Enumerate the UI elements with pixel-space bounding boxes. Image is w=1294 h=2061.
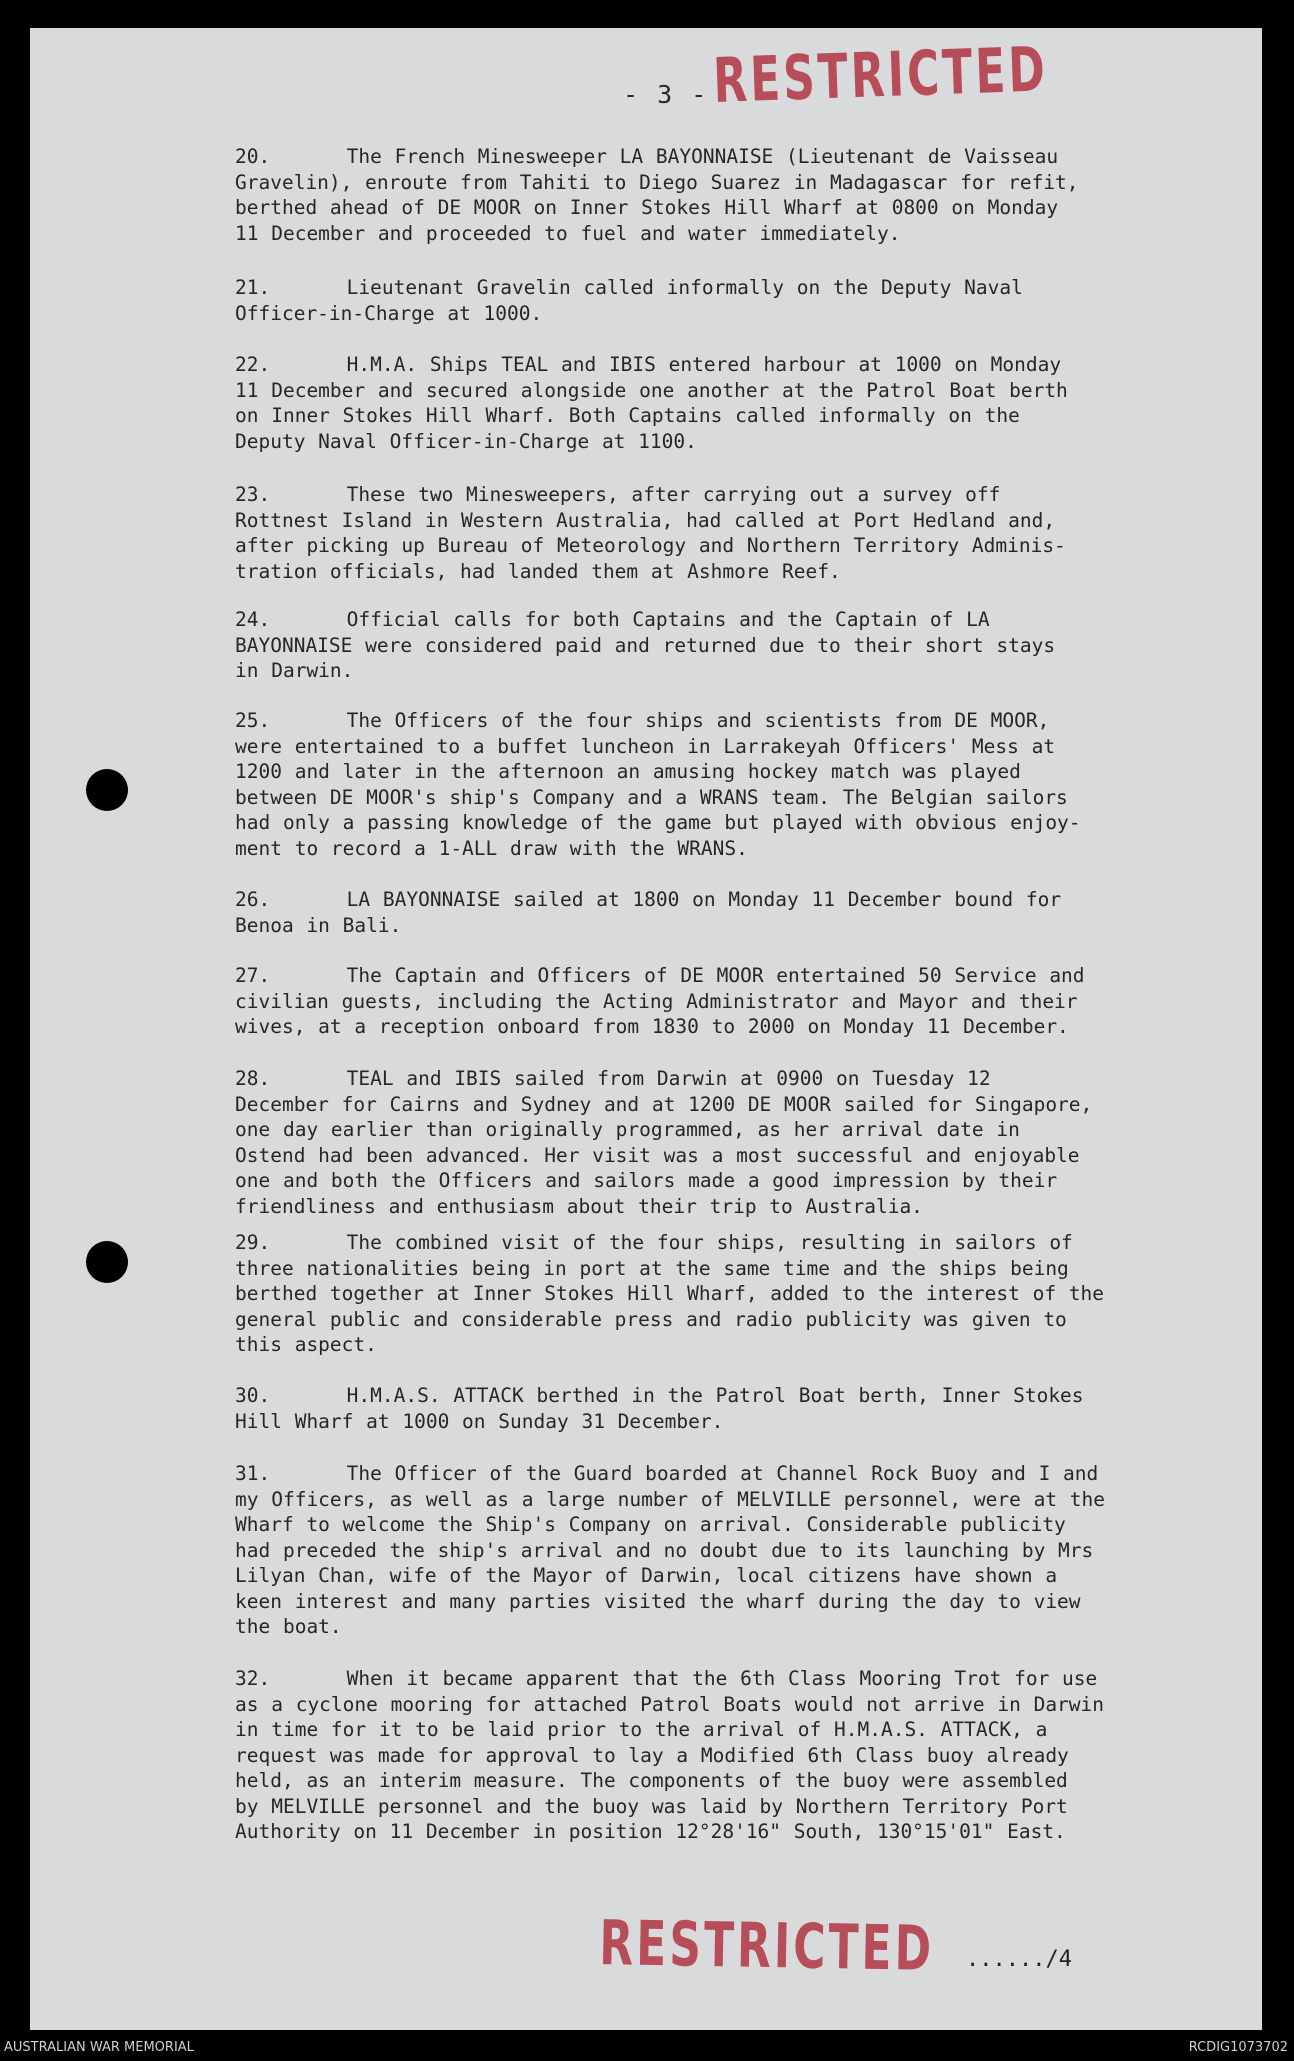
paragraph-28: 28. TEAL and IBIS sailed from Darwin at 0900 on Tuesday 12 December for Cairns and Sydney and at 1200 DE MOOR sailed for Singapore, one day earlier than originally programmed, as her arrival date in Ostend had been advanced. Her visit was a most successful and enjoyable one and both the Officers and sailors made a good impression by their friendliness and enthusiasm about their trip to Australia. <box>235 1067 1093 1218</box>
paragraph-23: 23. These two Minesweepers, after carrying out a survey off Rottnest Island in Western Australia, had called at Port Hedland and, after picking up Bureau of Meteorology and Northern Territory Adminis- tration officials, had landed them at Ashmore Reef. <box>235 483 1066 583</box>
punch-hole-bottom <box>86 1241 128 1283</box>
continuation-marker: ....../4 <box>966 1947 1072 1972</box>
paragraph-25: 25. The Officers of the four ships and scientists from DE MOOR, were entertained to a buffet luncheon in Larrakeyah Officers' Mess at 1200 and later in the afternoon an amusing hockey match was played between DE MOOR's ship's Company and a WRANS team. The Belgian sailors had only a passing knowledge of the game but played with obvious enjoy- ment to record a 1-ALL draw with the WRANS. <box>235 709 1081 860</box>
paragraph-22: 22. H.M.A. Ships TEAL and IBIS entered harbour at 1000 on Monday 11 December and secured alongside one another at the Patrol Boat berth on Inner Stokes Hill Wharf. Both Captains called informally on the Deputy Naval Officer-in-Charge at 1100. <box>235 353 1068 453</box>
archive-caption-right: RCDIG1073702 <box>1188 2040 1288 2055</box>
paragraph-20: 20. The French Minesweeper LA BAYONNAISE (Lieutenant de Vaisseau Gravelin), enroute from Tahiti to Diego Suarez in Madagascar for refit, berthed ahead of DE MOOR on Inner Stokes Hill Wharf at 0800 on Monday 11 December and proceeded to fuel and water immediately. <box>235 145 1079 245</box>
paragraph-21: 21. Lieutenant Gravelin called informally on the Deputy Naval Officer-in-Charge at 1000. <box>235 276 1023 325</box>
paragraph-29: 29. The combined visit of the four ships, resulting in sailors of three nationalities being in port at the same time and the ships being berthed together at Inner Stokes Hill Wharf, added to the interest of the general public and considerable press and radio publicity was given to this aspect. <box>235 1231 1105 1356</box>
paragraph-31: 31. The Officer of the Guard boarded at Channel Rock Buoy and I and my Officers, as well as a large number of MELVILLE personnel, were at the Wharf to welcome the Ship's Company on arrival. Considerable publicity had preceded the ship's arrival and no doubt due to its launching by Mrs Lilyan Chan, wife of the Mayor of Darwin, local citizens have shown a keen interest and many parties visited the wharf during the day to view the boat. <box>235 1462 1106 1638</box>
punch-hole-top <box>86 769 128 811</box>
page-number: - 3 - <box>623 80 709 109</box>
paragraph-30: 30. H.M.A.S. ATTACK berthed in the Patrol Boat berth, Inner Stokes Hill Wharf at 1000 on Sunday 31 December. <box>235 1384 1084 1433</box>
paragraph-24: 24. Official calls for both Captains and the Captain of LA BAYONNAISE were considered paid and returned due to their short stays in Darwin. <box>235 608 1056 682</box>
restricted-stamp-top: RESTRICTED <box>712 34 1050 118</box>
archive-caption-left: AUSTRALIAN WAR MEMORIAL <box>4 2040 194 2055</box>
restricted-stamp-bottom: RESTRICTED <box>598 1908 935 1986</box>
paragraph-32: 32. When it became apparent that the 6th Class Mooring Trot for use as a cyclone mooring for attached Patrol Boats would not arrive in Darwin in time for it to be laid prior to the arrival of H.M.A.S. ATTACK, a request was made for approval to lay a Modified 6th Class buoy already held, as an interim measure. The components of the buoy were assembled by MELVILLE personnel and the buoy was laid by Northern Territory Port Authority on 11 December in position 12°28'16" South, 130°15'01" East. <box>235 1667 1105 1843</box>
paragraph-26: 26. LA BAYONNAISE sailed at 1800 on Monday 11 December bound for Benoa in Bali. <box>235 888 1062 937</box>
paragraph-27: 27. The Captain and Officers of DE MOOR entertained 50 Service and civilian guests, including the Acting Administrator and Mayor and their wives, at a reception onboard from 1830 to 2000 on Monday 11 December. <box>235 964 1085 1038</box>
